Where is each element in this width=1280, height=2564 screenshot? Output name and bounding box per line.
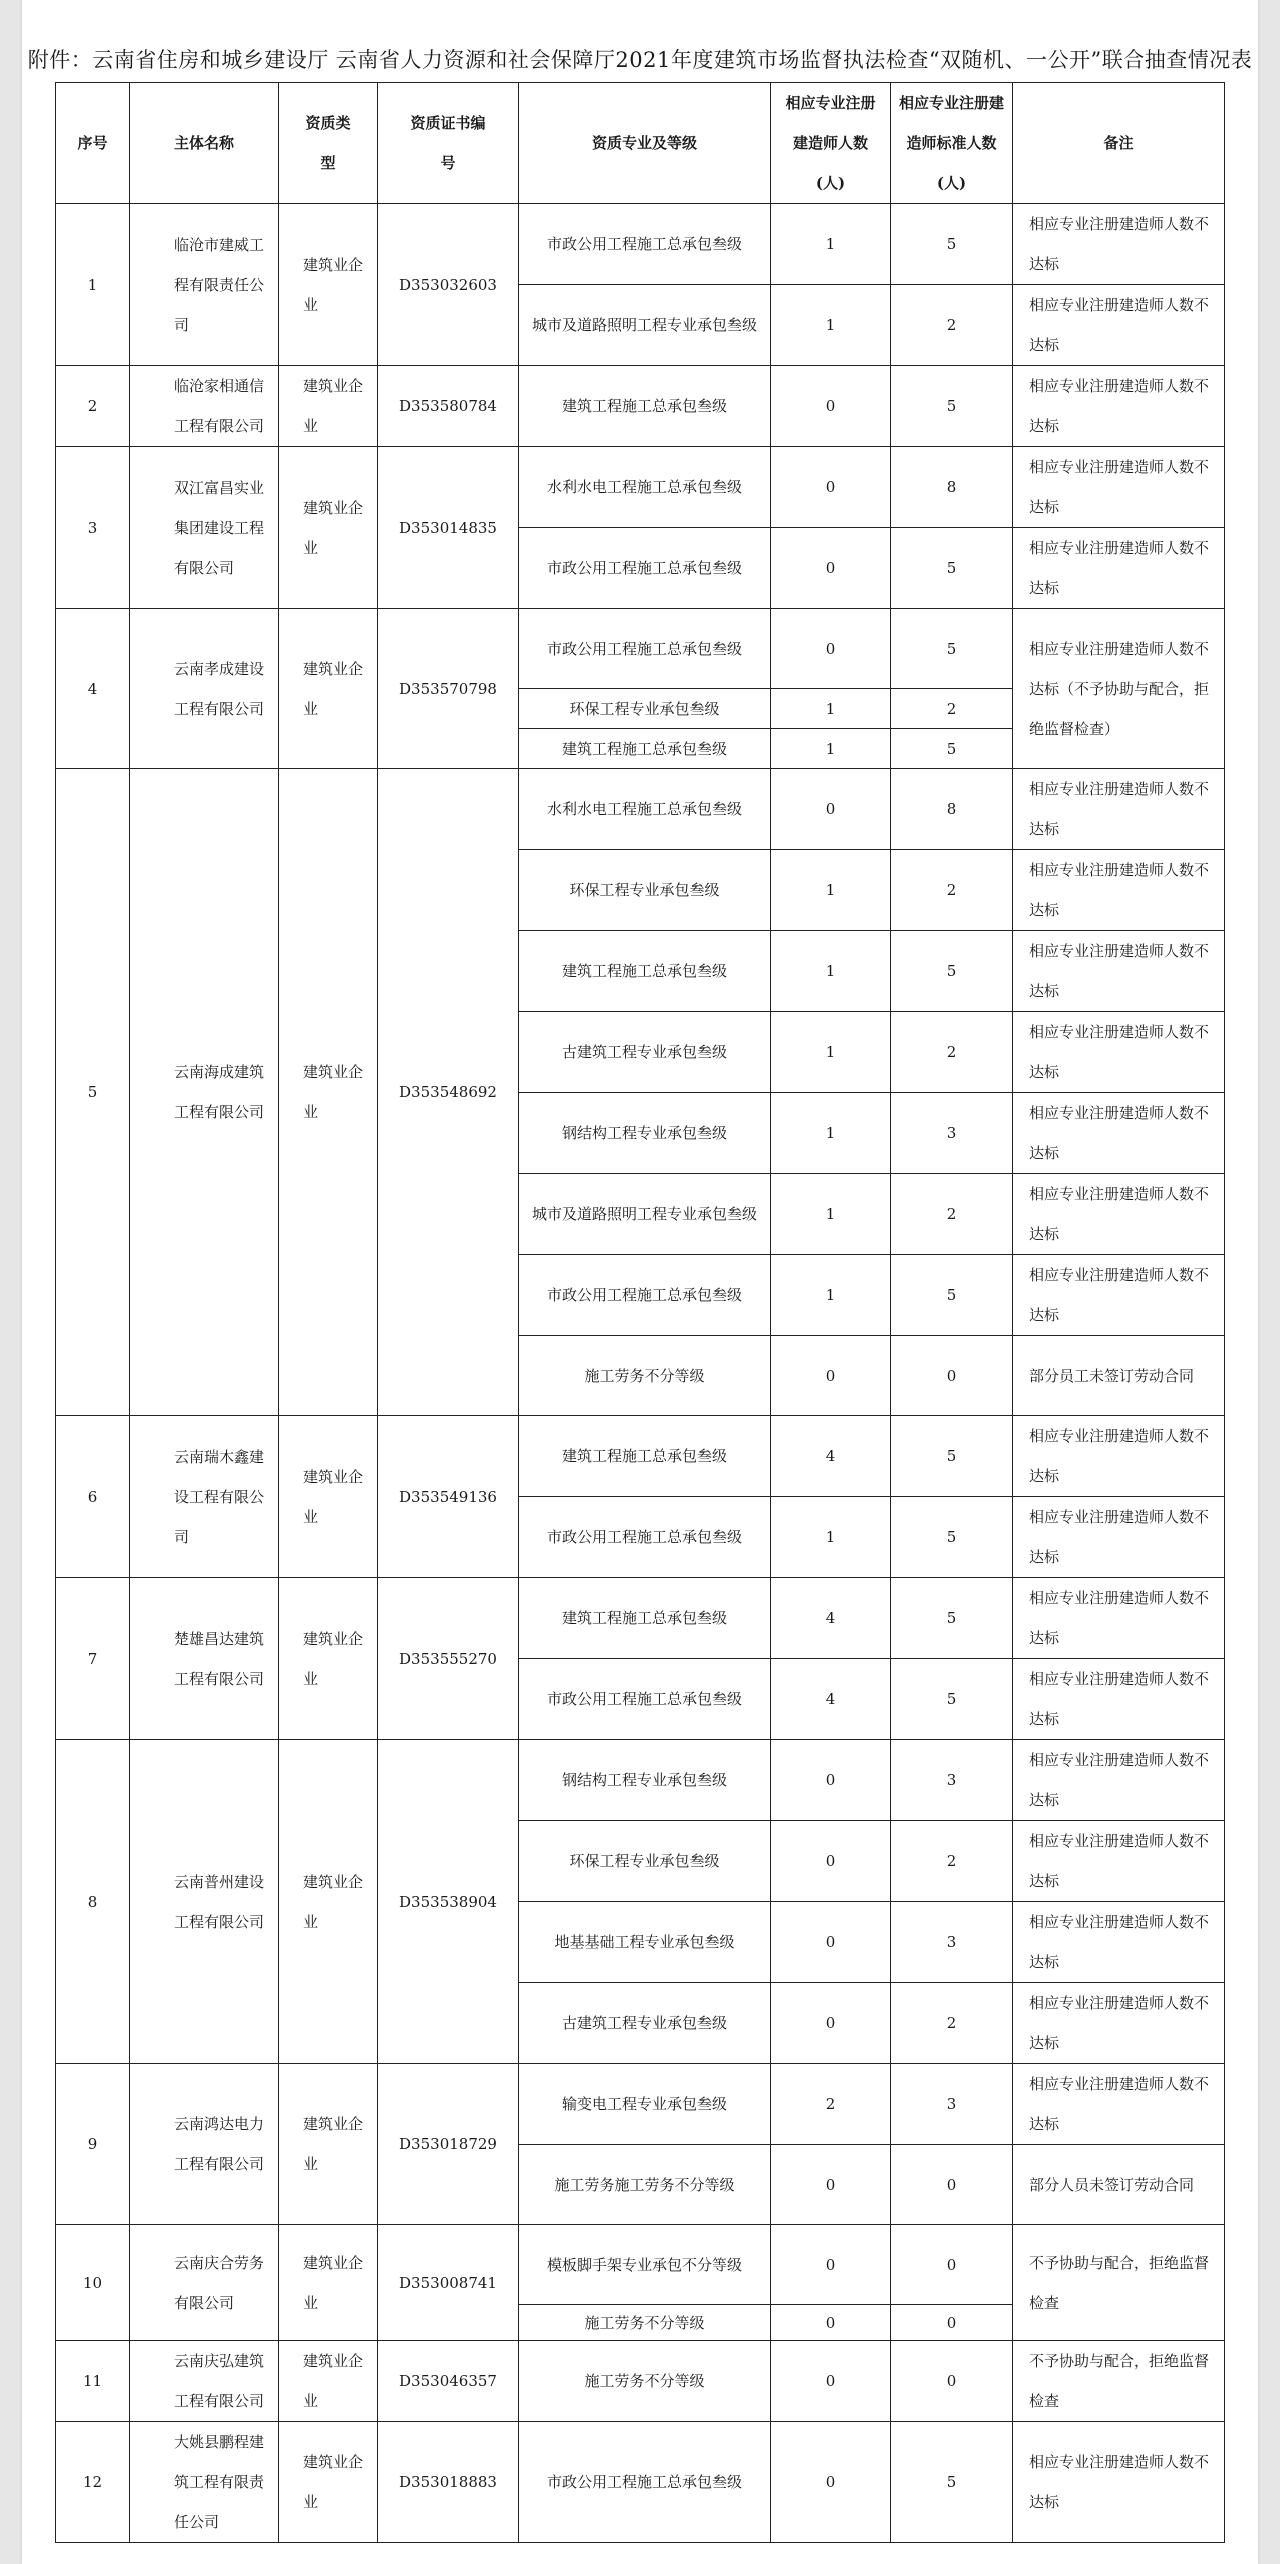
qualification-type: 建筑业企业 xyxy=(279,609,378,769)
remark: 相应专业注册建造师人数不达标 xyxy=(1013,1012,1225,1093)
header-reg-count: 相应专业注册建造师人数(人) xyxy=(771,83,891,204)
standard-count: 2 xyxy=(891,850,1013,931)
qualification-major: 输变电工程专业承包叁级 xyxy=(519,2064,771,2145)
standard-count: 5 xyxy=(891,204,1013,285)
qualification-type: 建筑业企业 xyxy=(279,1740,378,2064)
registered-count: 1 xyxy=(771,1012,891,1093)
standard-count: 2 xyxy=(891,689,1013,729)
row-seq: 5 xyxy=(56,769,130,1416)
registered-count: 1 xyxy=(771,1093,891,1174)
company-name: 云南庆合劳务有限公司 xyxy=(130,2225,279,2341)
standard-count: 8 xyxy=(891,447,1013,528)
qualification-major: 古建筑工程专业承包叁级 xyxy=(519,1983,771,2064)
qualification-major: 水利水电工程施工总承包叁级 xyxy=(519,447,771,528)
remark: 相应专业注册建造师人数不达标 xyxy=(1013,2422,1225,2543)
header-note: 备注 xyxy=(1013,83,1225,204)
company-name: 云南瑞木鑫建设工程有限公司 xyxy=(130,1416,279,1578)
qualification-major: 城市及道路照明工程专业承包叁级 xyxy=(519,285,771,366)
company-name: 临沧市建威工程有限责任公司 xyxy=(130,204,279,366)
qualification-major: 建筑工程施工总承包叁级 xyxy=(519,1578,771,1659)
remark: 相应专业注册建造师人数不达标 xyxy=(1013,285,1225,366)
table-row xyxy=(56,2341,1225,2422)
qualification-type: 建筑业企业 xyxy=(279,2341,378,2422)
registered-count: 1 xyxy=(771,931,891,1012)
inspection-table xyxy=(55,82,1225,2543)
qualification-major: 钢结构工程专业承包叁级 xyxy=(519,1093,771,1174)
qualification-major: 环保工程专业承包叁级 xyxy=(519,1821,771,1902)
remark: 相应专业注册建造师人数不达标 xyxy=(1013,850,1225,931)
registered-count: 0 xyxy=(771,447,891,528)
standard-count: 5 xyxy=(891,609,1013,689)
standard-count: 0 xyxy=(891,2305,1013,2341)
table-row xyxy=(56,769,1225,850)
standard-count: 2 xyxy=(891,1983,1013,2064)
row-seq: 3 xyxy=(56,447,130,609)
remark: 相应专业注册建造师人数不达标 xyxy=(1013,204,1225,285)
standard-count: 5 xyxy=(891,729,1013,769)
document-title: 附件：云南省住房和城乡建设厅 云南省人力资源和社会保障厅2021年度建筑市场监督执法检查“双随机、一公开”联合抽查情况表 xyxy=(27,48,1253,72)
certificate-number: D353014835 xyxy=(378,447,519,609)
table-row xyxy=(56,2064,1225,2145)
qualification-major: 市政公用工程施工总承包叁级 xyxy=(519,2422,771,2543)
row-seq: 4 xyxy=(56,609,130,769)
table-row xyxy=(56,1578,1225,1659)
qualification-type: 建筑业企业 xyxy=(279,769,378,1416)
row-seq: 1 xyxy=(56,204,130,366)
table-row xyxy=(56,204,1225,285)
remark: 相应专业注册建造师人数不达标 xyxy=(1013,2064,1225,2145)
company-name: 云南庆弘建筑工程有限公司 xyxy=(130,2341,279,2422)
remark: 相应专业注册建造师人数不达标 xyxy=(1013,931,1225,1012)
remark: 不予协助与配合，拒绝监督检查 xyxy=(1013,2341,1225,2422)
qualification-major: 城市及道路照明工程专业承包叁级 xyxy=(519,1174,771,1255)
qualification-major: 环保工程专业承包叁级 xyxy=(519,689,771,729)
standard-count: 3 xyxy=(891,2064,1013,2145)
registered-count: 0 xyxy=(771,2422,891,2543)
standard-count: 0 xyxy=(891,2341,1013,2422)
registered-count: 4 xyxy=(771,1659,891,1740)
company-name: 云南海成建筑工程有限公司 xyxy=(130,769,279,1416)
qualification-major: 施工劳务不分等级 xyxy=(519,2341,771,2422)
standard-count: 2 xyxy=(891,285,1013,366)
remark: 相应专业注册建造师人数不达标 xyxy=(1013,1416,1225,1497)
standard-count: 5 xyxy=(891,528,1013,609)
remark: 相应专业注册建造师人数不达标 xyxy=(1013,1578,1225,1659)
table-header-row xyxy=(56,83,1225,204)
row-seq: 10 xyxy=(56,2225,130,2341)
registered-count: 1 xyxy=(771,850,891,931)
standard-count: 3 xyxy=(891,1740,1013,1821)
standard-count: 5 xyxy=(891,366,1013,447)
remark: 相应专业注册建造师人数不达标 xyxy=(1013,366,1225,447)
qualification-major: 施工劳务施工劳务不分等级 xyxy=(519,2145,771,2225)
qualification-major: 市政公用工程施工总承包叁级 xyxy=(519,609,771,689)
registered-count: 0 xyxy=(771,609,891,689)
qualification-major: 市政公用工程施工总承包叁级 xyxy=(519,1497,771,1578)
certificate-number: D353046357 xyxy=(378,2341,519,2422)
registered-count: 0 xyxy=(771,1740,891,1821)
remark: 相应专业注册建造师人数不达标 xyxy=(1013,1902,1225,1983)
company-name: 云南孝成建设工程有限公司 xyxy=(130,609,279,769)
standard-count: 8 xyxy=(891,769,1013,850)
qualification-type: 建筑业企业 xyxy=(279,2225,378,2341)
company-name: 云南普州建设工程有限公司 xyxy=(130,1740,279,2064)
qualification-major: 施工劳务不分等级 xyxy=(519,1336,771,1416)
registered-count: 0 xyxy=(771,1821,891,1902)
qualification-major: 模板脚手架专业承包不分等级 xyxy=(519,2225,771,2305)
table-body xyxy=(56,204,1225,2543)
registered-count: 4 xyxy=(771,1416,891,1497)
table-row xyxy=(56,366,1225,447)
qualification-major: 建筑工程施工总承包叁级 xyxy=(519,366,771,447)
table-row xyxy=(56,2225,1225,2305)
standard-count: 2 xyxy=(891,1174,1013,1255)
registered-count: 0 xyxy=(771,2305,891,2341)
registered-count: 0 xyxy=(771,366,891,447)
table-row xyxy=(56,1740,1225,1821)
qualification-major: 市政公用工程施工总承包叁级 xyxy=(519,528,771,609)
standard-count: 5 xyxy=(891,1497,1013,1578)
registered-count: 0 xyxy=(771,1983,891,2064)
remark: 相应专业注册建造师人数不达标 xyxy=(1013,1255,1225,1336)
qualification-type: 建筑业企业 xyxy=(279,447,378,609)
company-name: 云南鸿达电力工程有限公司 xyxy=(130,2064,279,2225)
certificate-number: D353549136 xyxy=(378,1416,519,1578)
registered-count: 0 xyxy=(771,2341,891,2422)
registered-count: 0 xyxy=(771,1902,891,1983)
standard-count: 5 xyxy=(891,1255,1013,1336)
table-row xyxy=(56,447,1225,528)
remark: 相应专业注册建造师人数不达标 xyxy=(1013,1174,1225,1255)
company-name: 楚雄昌达建筑工程有限公司 xyxy=(130,1578,279,1740)
certificate-number: D353570798 xyxy=(378,609,519,769)
standard-count: 5 xyxy=(891,2422,1013,2543)
qualification-type: 建筑业企业 xyxy=(279,2064,378,2225)
remark: 相应专业注册建造师人数不达标 xyxy=(1013,1740,1225,1821)
remark: 部分人员未签订劳动合同 xyxy=(1013,2145,1225,2225)
standard-count: 5 xyxy=(891,1578,1013,1659)
registered-count: 1 xyxy=(771,285,891,366)
header-qual-major: 资质专业及等级 xyxy=(519,83,771,204)
standard-count: 0 xyxy=(891,1336,1013,1416)
remark: 相应专业注册建造师人数不达标 xyxy=(1013,1983,1225,2064)
table-row xyxy=(56,609,1225,689)
row-seq: 2 xyxy=(56,366,130,447)
table-row xyxy=(56,1416,1225,1497)
registered-count: 0 xyxy=(771,2225,891,2305)
standard-count: 5 xyxy=(891,1659,1013,1740)
qualification-type: 建筑业企业 xyxy=(279,366,378,447)
remark: 相应专业注册建造师人数不达标 xyxy=(1013,1659,1225,1740)
standard-count: 5 xyxy=(891,931,1013,1012)
remark: 相应专业注册建造师人数不达标 xyxy=(1013,528,1225,609)
row-seq: 11 xyxy=(56,2341,130,2422)
registered-count: 4 xyxy=(771,1578,891,1659)
registered-count: 0 xyxy=(771,2145,891,2225)
document-page xyxy=(22,0,1258,2564)
qualification-major: 古建筑工程专业承包叁级 xyxy=(519,1012,771,1093)
certificate-number: D353018883 xyxy=(378,2422,519,2543)
remark: 不予协助与配合，拒绝监督检查 xyxy=(1013,2225,1225,2341)
certificate-number: D353008741 xyxy=(378,2225,519,2341)
header-cert-no: 资质证书编号 xyxy=(378,83,519,204)
remark: 相应专业注册建造师人数不达标 xyxy=(1013,1497,1225,1578)
certificate-number: D353538904 xyxy=(378,1740,519,2064)
row-seq: 8 xyxy=(56,1740,130,2064)
standard-count: 2 xyxy=(891,1012,1013,1093)
remark: 相应专业注册建造师人数不达标（不予协助与配合，拒绝监督检查） xyxy=(1013,609,1225,769)
remark: 相应专业注册建造师人数不达标 xyxy=(1013,769,1225,850)
qualification-major: 地基基础工程专业承包叁级 xyxy=(519,1902,771,1983)
registered-count: 1 xyxy=(771,204,891,285)
certificate-number: D353018729 xyxy=(378,2064,519,2225)
row-seq: 12 xyxy=(56,2422,130,2543)
registered-count: 2 xyxy=(771,2064,891,2145)
qualification-major: 钢结构工程专业承包叁级 xyxy=(519,1740,771,1821)
certificate-number: D353548692 xyxy=(378,769,519,1416)
qualification-major: 市政公用工程施工总承包叁级 xyxy=(519,1255,771,1336)
remark: 相应专业注册建造师人数不达标 xyxy=(1013,1821,1225,1902)
header-name: 主体名称 xyxy=(130,83,279,204)
qualification-type: 建筑业企业 xyxy=(279,2422,378,2543)
company-name: 临沧家相通信工程有限公司 xyxy=(130,366,279,447)
qualification-major: 施工劳务不分等级 xyxy=(519,2305,771,2341)
row-seq: 6 xyxy=(56,1416,130,1578)
registered-count: 0 xyxy=(771,1336,891,1416)
header-seq: 序号 xyxy=(56,83,130,204)
table-row xyxy=(56,2422,1225,2543)
registered-count: 0 xyxy=(771,769,891,850)
certificate-number: D353580784 xyxy=(378,366,519,447)
standard-count: 5 xyxy=(891,1416,1013,1497)
qualification-major: 建筑工程施工总承包叁级 xyxy=(519,729,771,769)
registered-count: 1 xyxy=(771,1497,891,1578)
header-std-count: 相应专业注册建造师标准人数(人) xyxy=(891,83,1013,204)
standard-count: 0 xyxy=(891,2225,1013,2305)
remark: 相应专业注册建造师人数不达标 xyxy=(1013,1093,1225,1174)
qualification-major: 市政公用工程施工总承包叁级 xyxy=(519,1659,771,1740)
company-name: 双江富昌实业集团建设工程有限公司 xyxy=(130,447,279,609)
certificate-number: D353555270 xyxy=(378,1578,519,1740)
company-name: 大姚县鹏程建筑工程有限责任公司 xyxy=(130,2422,279,2543)
qualification-major: 建筑工程施工总承包叁级 xyxy=(519,1416,771,1497)
qualification-major: 环保工程专业承包叁级 xyxy=(519,850,771,931)
header-qual-type: 资质类型 xyxy=(279,83,378,204)
standard-count: 2 xyxy=(891,1821,1013,1902)
remark: 部分员工未签订劳动合同 xyxy=(1013,1336,1225,1416)
registered-count: 0 xyxy=(771,528,891,609)
row-seq: 9 xyxy=(56,2064,130,2225)
qualification-major: 市政公用工程施工总承包叁级 xyxy=(519,204,771,285)
qualification-type: 建筑业企业 xyxy=(279,1578,378,1740)
standard-count: 3 xyxy=(891,1093,1013,1174)
qualification-type: 建筑业企业 xyxy=(279,204,378,366)
registered-count: 1 xyxy=(771,1174,891,1255)
standard-count: 3 xyxy=(891,1902,1013,1983)
qualification-major: 水利水电工程施工总承包叁级 xyxy=(519,769,771,850)
registered-count: 1 xyxy=(771,729,891,769)
registered-count: 1 xyxy=(771,689,891,729)
row-seq: 7 xyxy=(56,1578,130,1740)
standard-count: 0 xyxy=(891,2145,1013,2225)
registered-count: 1 xyxy=(771,1255,891,1336)
certificate-number: D353032603 xyxy=(378,204,519,366)
qualification-major: 建筑工程施工总承包叁级 xyxy=(519,931,771,1012)
qualification-type: 建筑业企业 xyxy=(279,1416,378,1578)
remark: 相应专业注册建造师人数不达标 xyxy=(1013,447,1225,528)
